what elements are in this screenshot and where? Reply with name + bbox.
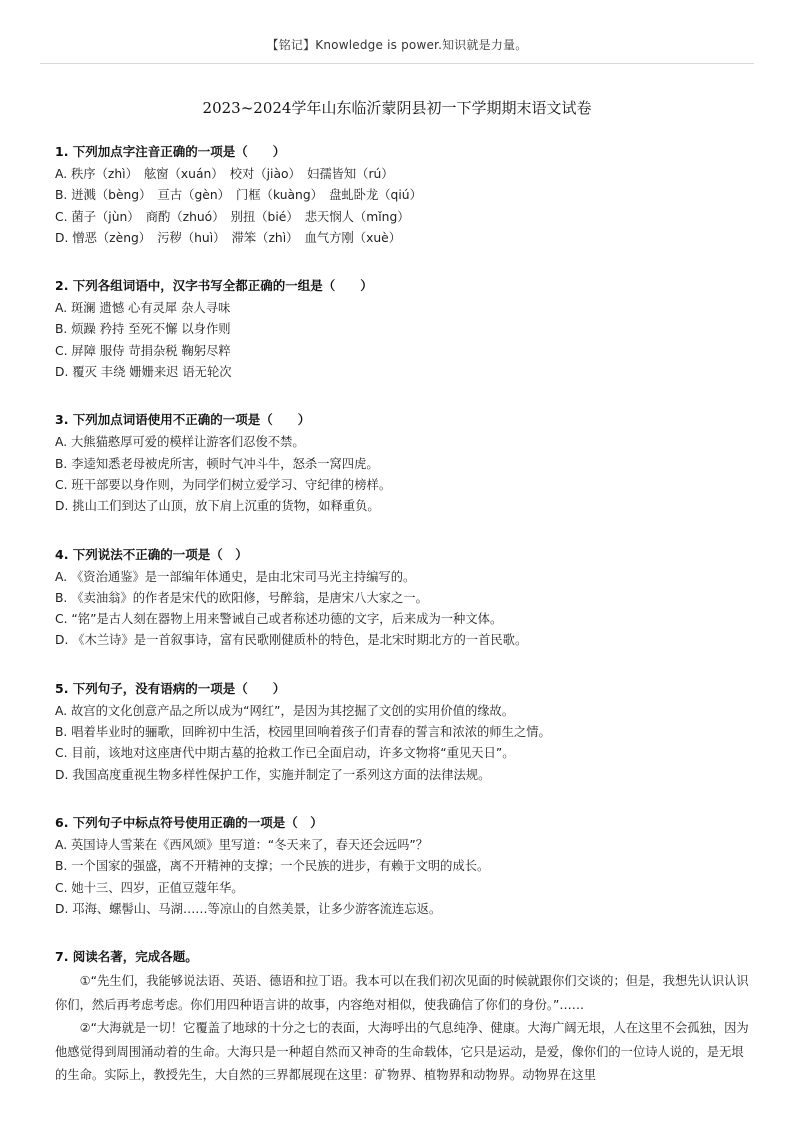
question-7-passage-2: ②“大海就是一切！它覆盖了地球的十分之七的表面，大海呼出的气息纯净、健康。大海广阔无垠，人在这里不会孤独，因为他感觉得到周围涌动着的生命。大海只是一种超自然而又神奇的生命载体，它只是运动，是爱，像你们的一位诗人说的，是无垠的生命。实际上，教授先生，大自然的三界都展现在这里：矿物界、植物界和动物界。动物界在这里 <box>55 1021 749 1083</box>
question-1-option-a: A. 秩序（zhì） 舷窗（xuán） 校对（jiào） 妇孺皆知（rú） <box>55 167 394 181</box>
question-3-option-a: A. 大熊猫憨厚可爱的模样让游客们忍俊不禁。 <box>55 435 305 450</box>
question-3-option-d: D. 挑山工们到达了山顶，放下肩上沉重的货物，如释重负。 <box>55 499 380 514</box>
question-3-stem: 3. 下列加点词语使用不正确的一项是（ ） <box>55 412 311 428</box>
question-5-option-b: B. 唱着毕业时的骊歌，回眸初中生活，校园里回响着孩子们青春的誓言和浓浓的师生之情。 <box>55 725 551 740</box>
question-6-option-c: C. 她十三、四岁，正值豆蔻年华。 <box>55 880 244 895</box>
question-4 <box>55 545 754 652</box>
question-5-option-c: C. 目前，该地对这座唐代中期古墓的抢救工作已全面启动，许多文物将“重见天日”。 <box>55 746 515 761</box>
question-1-option-c: C. 菌子（jùn） 商酌（zhuó） 别扭（bié） 悲天悯人（mǐng） <box>55 209 410 224</box>
question-4-option-b: B. 《卖油翁》的作者是宋代的欧阳修，号醉翁，是唐宋八大家之一。 <box>55 590 428 605</box>
question-6-option-d: D. 邛海、螺髻山、马湖……等凉山的自然美景，让多少游客流连忘返。 <box>55 901 442 916</box>
question-1-option-b: B. 迸溅（bèng） 亘古（gèn） 门框（kuàng） 盘虬卧龙（qiú） <box>55 188 422 203</box>
question-4-stem: 4. 下列说法不正确的一项是（ ） <box>55 546 248 562</box>
question-5-option-d: D. 我国高度重视生物多样性保护工作，实施并制定了一系列这方面的法律法规。 <box>55 767 491 782</box>
question-1-option-d: D. 憎恶（zèng） 污秽（huì） 滞笨（zhì） 血气方刚（xuè） <box>55 230 401 245</box>
question-4-option-d: D. 《木兰诗》是一首叙事诗，富有民歌刚健质朴的特色，是北宋时期北方的一首民歌。 <box>55 633 528 648</box>
question-6-option-b: B. 一个国家的强盛，离不开精神的支撑；一个民族的进步，有赖于文明的成长。 <box>55 859 490 874</box>
question-6-option-a: A. 英国诗人雪莱在《西风颂》里写道：“冬天来了，春天还会远吗”？ <box>55 837 429 852</box>
question-7-stem: 7. 阅读名著，完成各题。 <box>55 949 198 965</box>
questions-container <box>55 142 754 1115</box>
question-2-stem: 2. 下列各组词语中，汉字书写全都正确的一组是（ ） <box>55 278 373 294</box>
question-3-option-b: B. 李逵知悉老母被虎所害，顿时气冲斗牛，怒杀一窝四虎。 <box>55 456 379 471</box>
exam-title: 2023~2024学年山东临沂蒙阴县初一下学期期末语文试卷 <box>202 99 592 117</box>
question-2 <box>55 276 754 383</box>
question-2-option-b: B. 烦躁 矜持 至死不懈 以身作则 <box>55 322 231 337</box>
question-2-option-d: D. 覆灭 丰绕 姗姗来迟 语无轮次 <box>55 365 232 380</box>
question-6 <box>55 813 754 920</box>
question-7 <box>55 947 754 1088</box>
question-1-stem: 1. 下列加点字注音正确的一项是（ ） <box>55 144 286 159</box>
question-5-stem: 5. 下列句子，没有语病的一项是（ ） <box>55 680 286 696</box>
question-5 <box>55 679 754 786</box>
header-divider <box>40 63 754 64</box>
header-motto: 【铭记】Knowledge is power.知识就是力量。 <box>266 38 528 52</box>
question-7-passage-1: ①“先生们，我能够说法语、英语、德语和拉丁语。我本可以在我们初次见面的时候就跟你们交谈的；但是，我想先认识认识你们，然后再考虑考虑。你们用四种语言讲的故事，内容绝对相似，使我确信了你们的身份。”…… <box>55 974 749 1012</box>
question-3-option-c: C. 班干部要以身作则，为同学们树立爱学习、守纪律的榜样。 <box>55 477 392 492</box>
question-6-stem: 6. 下列句子中标点符号使用正确的一项是（ ） <box>55 814 323 830</box>
question-4-option-c: C. “铭”是古人刻在器物上用来警诫自己或者称述功德的文字，后来成为一种文体。 <box>55 612 503 627</box>
question-3 <box>55 410 754 517</box>
question-1 <box>55 142 754 249</box>
question-4-option-a: A. 《资治通鉴》是一部编年体通史，是由北宋司马光主持编写的。 <box>55 569 416 584</box>
question-5-option-a: A. 故宫的文化创意产品之所以成为“网红”，是因为其挖掘了文创的实用价值的缘故。 <box>55 703 515 718</box>
question-2-option-c: C. 屏障 服侍 苛捐杂税 鞠躬尽粹 <box>55 343 231 358</box>
question-2-option-a: A. 斑澜 遗憾 心有灵犀 杂人寻味 <box>55 301 231 316</box>
